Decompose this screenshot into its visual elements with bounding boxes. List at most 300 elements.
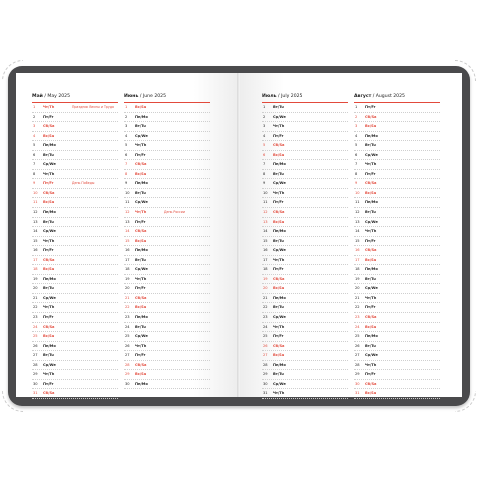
weekday-label: Вс/Su — [365, 324, 377, 329]
day-row[interactable] — [124, 265, 210, 275]
month-header: Август / August 2025 — [354, 93, 440, 103]
day-number: 4 — [125, 133, 128, 138]
day-number: 15 — [355, 238, 360, 243]
day-row[interactable] — [124, 284, 210, 294]
day-number: 22 — [263, 305, 268, 310]
weekday-label: Пн/Mo — [43, 210, 56, 215]
day-row[interactable] — [262, 103, 348, 113]
day-row[interactable] — [32, 361, 118, 371]
day-row[interactable] — [124, 122, 210, 132]
day-number: 9 — [33, 181, 36, 186]
weekday-label: Чт/Th — [273, 324, 285, 329]
day-row[interactable] — [354, 294, 440, 304]
day-row[interactable] — [354, 265, 440, 275]
day-row[interactable] — [262, 141, 348, 151]
day-row[interactable] — [262, 113, 348, 123]
day-row[interactable] — [32, 141, 118, 151]
day-number: 2 — [33, 114, 36, 119]
day-row[interactable] — [354, 198, 440, 208]
day-row[interactable] — [262, 122, 348, 132]
day-row[interactable] — [354, 380, 440, 390]
day-number: 8 — [33, 171, 36, 176]
day-number: 11 — [33, 200, 38, 205]
day-row[interactable] — [124, 342, 210, 352]
day-number: 6 — [355, 152, 358, 157]
day-row[interactable] — [32, 198, 118, 208]
day-row[interactable] — [262, 389, 348, 399]
day-number: 17 — [355, 257, 360, 262]
day-number: 20 — [355, 286, 360, 291]
weekday-label: Пн/Mo — [43, 143, 56, 148]
day-row[interactable] — [32, 208, 118, 218]
month-column-july — [262, 93, 348, 399]
holiday-note: Праздник Весны и Труда — [72, 105, 114, 109]
weekday-label: Вс/Su — [135, 171, 147, 176]
day-row[interactable] — [124, 227, 210, 237]
weekday-label: Чт/Th — [43, 372, 55, 377]
day-number: 11 — [125, 200, 130, 205]
day-number: 13 — [33, 219, 38, 224]
weekday-label: Вс/Su — [365, 257, 377, 262]
day-number: 7 — [125, 162, 128, 167]
day-number: 25 — [263, 334, 268, 339]
day-row[interactable] — [32, 113, 118, 123]
day-row[interactable] — [124, 208, 210, 218]
day-row[interactable] — [32, 275, 118, 285]
weekday-label: Пт/Fr — [273, 334, 284, 339]
day-row[interactable] — [354, 389, 440, 399]
day-number: 5 — [125, 143, 128, 148]
weekday-label: Пн/Mo — [43, 276, 56, 281]
day-row[interactable] — [354, 351, 440, 361]
day-row[interactable] — [262, 237, 348, 247]
day-number: 10 — [355, 190, 360, 195]
day-row[interactable] — [32, 370, 118, 380]
day-number: 26 — [263, 343, 268, 348]
day-row[interactable] — [354, 284, 440, 294]
day-number: 29 — [33, 372, 38, 377]
day-row[interactable] — [32, 103, 118, 113]
weekday-label: Пн/Mo — [365, 133, 378, 138]
day-row[interactable] — [354, 246, 440, 256]
day-number: 18 — [355, 267, 360, 272]
day-number: 30 — [355, 381, 360, 386]
left-page[interactable] — [16, 73, 238, 397]
day-row[interactable] — [354, 170, 440, 180]
weekday-label: Чт/Th — [135, 143, 147, 148]
weekday-label: Вт/Tu — [43, 286, 54, 291]
day-number: 12 — [263, 210, 268, 215]
day-row[interactable] — [32, 189, 118, 199]
weekday-label: Сб/Sa — [365, 315, 377, 320]
day-row[interactable] — [354, 303, 440, 313]
day-row[interactable] — [124, 256, 210, 266]
day-number: 27 — [355, 353, 360, 358]
day-row[interactable] — [354, 361, 440, 371]
day-number: 8 — [125, 171, 128, 176]
month-column-may — [32, 93, 118, 399]
day-number: 14 — [33, 229, 38, 234]
day-row[interactable] — [32, 389, 118, 399]
day-number: 1 — [125, 105, 128, 109]
day-number: 23 — [125, 315, 130, 320]
weekday-label: Сб/Sa — [135, 162, 147, 167]
weekday-label: Пт/Fr — [273, 267, 284, 272]
day-number: 25 — [33, 334, 38, 339]
day-row[interactable] — [32, 132, 118, 142]
day-number: 19 — [263, 276, 268, 281]
weekday-label: Пт/Fr — [365, 372, 376, 377]
day-row[interactable] — [32, 342, 118, 352]
day-row[interactable] — [354, 332, 440, 342]
day-row[interactable] — [32, 160, 118, 170]
weekday-label: Чт/Th — [365, 295, 377, 300]
weekday-label: Пт/Fr — [273, 133, 284, 138]
day-row[interactable] — [262, 265, 348, 275]
month-title-ru: Май — [32, 94, 43, 99]
day-number: 14 — [125, 229, 130, 234]
day-row[interactable] — [124, 313, 210, 323]
day-row[interactable] — [124, 113, 210, 123]
day-number: 8 — [263, 171, 266, 176]
weekday-label: Пн/Mo — [135, 315, 148, 320]
day-row[interactable] — [32, 227, 118, 237]
weekday-label: Чт/Th — [43, 238, 55, 243]
day-number: 6 — [263, 152, 266, 157]
day-row[interactable] — [262, 160, 348, 170]
day-row[interactable] — [262, 170, 348, 180]
weekday-label: Пт/Fr — [135, 152, 146, 157]
day-row[interactable] — [32, 170, 118, 180]
weekday-label: Ср/We — [135, 334, 148, 339]
weekday-label: Пт/Fr — [135, 286, 146, 291]
day-row[interactable] — [32, 380, 118, 390]
day-row[interactable] — [262, 132, 348, 142]
day-number: 21 — [355, 295, 360, 300]
day-row[interactable] — [262, 256, 348, 266]
day-number: 15 — [125, 238, 130, 243]
day-number: 22 — [33, 305, 38, 310]
day-row[interactable] — [32, 294, 118, 304]
day-row[interactable] — [32, 265, 118, 275]
weekday-label: Вт/Tu — [43, 219, 54, 224]
day-number: 4 — [355, 133, 358, 138]
weekday-label: Чт/Th — [365, 362, 377, 367]
day-number: 23 — [33, 315, 38, 320]
day-row[interactable] — [262, 370, 348, 380]
day-row[interactable] — [354, 323, 440, 333]
weekday-label: Чт/Th — [135, 276, 147, 281]
day-number: 9 — [355, 181, 358, 186]
day-number: 26 — [355, 343, 360, 348]
day-row[interactable] — [354, 189, 440, 199]
weekday-label: Пн/Mo — [135, 181, 148, 186]
weekday-label: Пт/Fr — [135, 353, 146, 358]
day-row[interactable] — [262, 361, 348, 371]
day-row[interactable] — [262, 380, 348, 390]
month-header: Май / May 2025 — [32, 93, 118, 103]
weekday-label: Пт/Fr — [273, 200, 284, 205]
day-number: 1 — [263, 105, 266, 109]
day-row[interactable] — [262, 284, 348, 294]
day-row[interactable] — [354, 179, 440, 189]
day-number: 15 — [263, 238, 268, 243]
day-row[interactable] — [124, 170, 210, 180]
day-row[interactable] — [124, 237, 210, 247]
weekday-label: Вс/Su — [43, 133, 55, 138]
weekday-label: Вт/Tu — [135, 124, 146, 129]
day-row[interactable] — [124, 361, 210, 371]
weekday-label: Чт/Th — [273, 190, 285, 195]
day-number: 27 — [33, 353, 38, 358]
day-number: 19 — [355, 276, 360, 281]
weekday-label: Пт/Fr — [43, 248, 54, 253]
day-row[interactable] — [262, 342, 348, 352]
day-row[interactable] — [262, 275, 348, 285]
weekday-label: Сб/Sa — [43, 257, 55, 262]
day-row[interactable] — [124, 370, 210, 380]
weekday-label: Сб/Sa — [43, 190, 55, 195]
day-row[interactable] — [32, 179, 118, 189]
day-row[interactable] — [124, 151, 210, 161]
day-row[interactable] — [354, 218, 440, 228]
day-row[interactable] — [32, 256, 118, 266]
day-row[interactable] — [354, 151, 440, 161]
weekday-label: Сб/Sa — [43, 324, 55, 329]
day-row[interactable] — [124, 218, 210, 228]
day-number: 27 — [125, 353, 130, 358]
day-row[interactable] — [262, 227, 348, 237]
day-number: 10 — [263, 190, 268, 195]
right-page[interactable] — [240, 73, 462, 397]
day-row[interactable] — [124, 160, 210, 170]
day-number: 5 — [33, 143, 36, 148]
day-row[interactable] — [124, 294, 210, 304]
day-number: 18 — [33, 267, 38, 272]
day-row[interactable] — [354, 313, 440, 323]
weekday-label: Сб/Sa — [43, 391, 55, 396]
day-number: 31 — [33, 391, 38, 396]
day-row[interactable] — [262, 179, 348, 189]
weekday-label: Вс/Su — [273, 353, 285, 358]
day-number: 3 — [125, 124, 128, 129]
month-title-en: July 2025 — [281, 94, 303, 99]
day-row[interactable] — [32, 218, 118, 228]
day-row[interactable] — [124, 103, 210, 113]
weekday-label: Пт/Fr — [43, 114, 54, 119]
day-row[interactable] — [32, 237, 118, 247]
weekday-label: Вт/Tu — [273, 372, 284, 377]
weekday-label: Чт/Th — [273, 257, 285, 262]
day-number: 7 — [33, 162, 36, 167]
day-number: 26 — [125, 343, 130, 348]
weekday-label: Пт/Fr — [43, 181, 54, 186]
weekday-label: Вс/Su — [365, 124, 377, 129]
day-row[interactable] — [262, 332, 348, 342]
day-row[interactable] — [262, 303, 348, 313]
day-row[interactable] — [354, 160, 440, 170]
day-row[interactable] — [262, 246, 348, 256]
weekday-label: Вс/Su — [43, 200, 55, 205]
day-number: 31 — [263, 391, 268, 396]
weekday-label: Вт/Tu — [273, 305, 284, 310]
weekday-label: Пн/Mo — [273, 362, 286, 367]
day-row[interactable] — [124, 332, 210, 342]
day-row[interactable] — [32, 332, 118, 342]
weekday-label: Вт/Tu — [365, 276, 376, 281]
month-title-en: August 2025 — [375, 94, 405, 99]
day-row[interactable] — [32, 303, 118, 313]
month-title-en: May 2025 — [47, 94, 71, 99]
weekday-label: Пн/Mo — [365, 200, 378, 205]
weekday-label: Ср/We — [273, 114, 286, 119]
day-number: 20 — [263, 286, 268, 291]
day-row[interactable] — [354, 122, 440, 132]
weekday-label: Ср/We — [365, 286, 378, 291]
day-row[interactable] — [124, 351, 210, 361]
weekday-label: Вс/Su — [43, 267, 55, 272]
month-header: Июль / July 2025 — [262, 93, 348, 103]
weekday-label: Вс/Su — [135, 305, 147, 310]
day-row[interactable] — [32, 351, 118, 361]
weekday-label: Вс/Su — [365, 190, 377, 195]
weekday-label: Вт/Tu — [43, 152, 54, 157]
weekday-label: Сб/Sa — [135, 295, 147, 300]
month-column-august — [354, 93, 440, 399]
day-row[interactable] — [354, 132, 440, 142]
day-row[interactable] — [124, 189, 210, 199]
day-number: 23 — [263, 315, 268, 320]
weekday-label: Ср/We — [365, 219, 378, 224]
day-row[interactable] — [124, 275, 210, 285]
day-row[interactable] — [354, 227, 440, 237]
day-number: 16 — [125, 248, 130, 253]
day-number: 20 — [33, 286, 38, 291]
weekday-label: Вт/Tu — [135, 190, 146, 195]
day-row[interactable] — [262, 351, 348, 361]
day-row[interactable] — [124, 132, 210, 142]
day-row[interactable] — [354, 275, 440, 285]
weekday-label: Пн/Mo — [365, 267, 378, 272]
day-row[interactable] — [354, 208, 440, 218]
day-row[interactable] — [262, 323, 348, 333]
day-number: 5 — [355, 143, 358, 148]
day-row[interactable] — [32, 151, 118, 161]
day-number: 19 — [125, 276, 130, 281]
day-row[interactable] — [124, 179, 210, 189]
day-number: 3 — [355, 124, 358, 129]
day-number: 10 — [125, 190, 130, 195]
weekday-label: Пт/Fr — [43, 381, 54, 386]
day-list — [354, 103, 440, 399]
day-number: 21 — [263, 295, 268, 300]
day-number: 13 — [355, 219, 360, 224]
weekday-label: Пт/Fr — [365, 238, 376, 243]
day-number: 1 — [33, 105, 36, 109]
day-row[interactable] — [32, 284, 118, 294]
day-number: 3 — [263, 124, 266, 129]
day-number: 26 — [33, 343, 38, 348]
day-number: 2 — [263, 114, 266, 119]
weekday-label: Пн/Mo — [365, 334, 378, 339]
day-row[interactable] — [124, 303, 210, 313]
day-row[interactable] — [354, 256, 440, 266]
day-number: 5 — [263, 143, 266, 148]
day-row[interactable] — [262, 189, 348, 199]
weekday-label: Вс/Su — [273, 286, 285, 291]
day-number: 28 — [33, 362, 38, 367]
day-number: 15 — [33, 238, 38, 243]
month-header: Июнь / June 2025 — [124, 93, 210, 103]
day-number: 24 — [125, 324, 130, 329]
weekday-label: Сб/Sa — [365, 114, 377, 119]
weekday-label: Ср/We — [365, 152, 378, 157]
weekday-label: Вс/Su — [135, 105, 147, 109]
day-row[interactable] — [262, 151, 348, 161]
day-row[interactable] — [354, 113, 440, 123]
weekday-label: Чт/Th — [43, 105, 55, 109]
day-number: 22 — [355, 305, 360, 310]
weekday-label: Вт/Tu — [135, 257, 146, 262]
day-row[interactable] — [354, 370, 440, 380]
day-row[interactable] — [32, 246, 118, 256]
day-number: 9 — [263, 181, 266, 186]
day-row[interactable] — [262, 313, 348, 323]
day-number: 24 — [33, 324, 38, 329]
day-number: 14 — [263, 229, 268, 234]
day-row[interactable] — [32, 122, 118, 132]
day-number: 6 — [125, 152, 128, 157]
day-row[interactable] — [354, 141, 440, 151]
day-row[interactable] — [354, 342, 440, 352]
day-number: 19 — [33, 276, 38, 281]
day-number: 16 — [263, 248, 268, 253]
weekday-label: Пт/Fr — [135, 219, 146, 224]
weekday-label: Вт/Tu — [365, 210, 376, 215]
day-row[interactable] — [354, 103, 440, 113]
day-row[interactable] — [124, 380, 210, 390]
day-row[interactable] — [124, 323, 210, 333]
day-row[interactable] — [124, 141, 210, 151]
day-row[interactable] — [124, 198, 210, 208]
weekday-label: Сб/Sa — [273, 143, 285, 148]
day-row[interactable] — [354, 237, 440, 247]
weekday-label: Пн/Mo — [135, 114, 148, 119]
day-row[interactable] — [32, 323, 118, 333]
day-row[interactable] — [262, 218, 348, 228]
weekday-label: Вт/Tu — [135, 324, 146, 329]
weekday-label: Сб/Sa — [135, 362, 147, 367]
day-row[interactable] — [32, 313, 118, 323]
day-row[interactable] — [262, 208, 348, 218]
day-row[interactable] — [262, 294, 348, 304]
weekday-label: Пт/Fr — [365, 105, 376, 109]
month-title-ru: Август — [354, 94, 372, 99]
weekday-label: Пн/Mo — [273, 229, 286, 234]
day-number: 11 — [263, 200, 268, 205]
month-column-june — [124, 93, 210, 389]
day-number: 13 — [125, 219, 130, 224]
day-row[interactable] — [262, 198, 348, 208]
day-number: 2 — [355, 114, 358, 119]
day-number: 16 — [355, 248, 360, 253]
day-number: 28 — [125, 362, 130, 367]
day-number: 8 — [355, 171, 358, 176]
weekday-label: Ср/We — [365, 353, 378, 358]
month-title-en: June 2025 — [142, 94, 167, 99]
day-row[interactable] — [124, 246, 210, 256]
day-number: 17 — [263, 257, 268, 262]
